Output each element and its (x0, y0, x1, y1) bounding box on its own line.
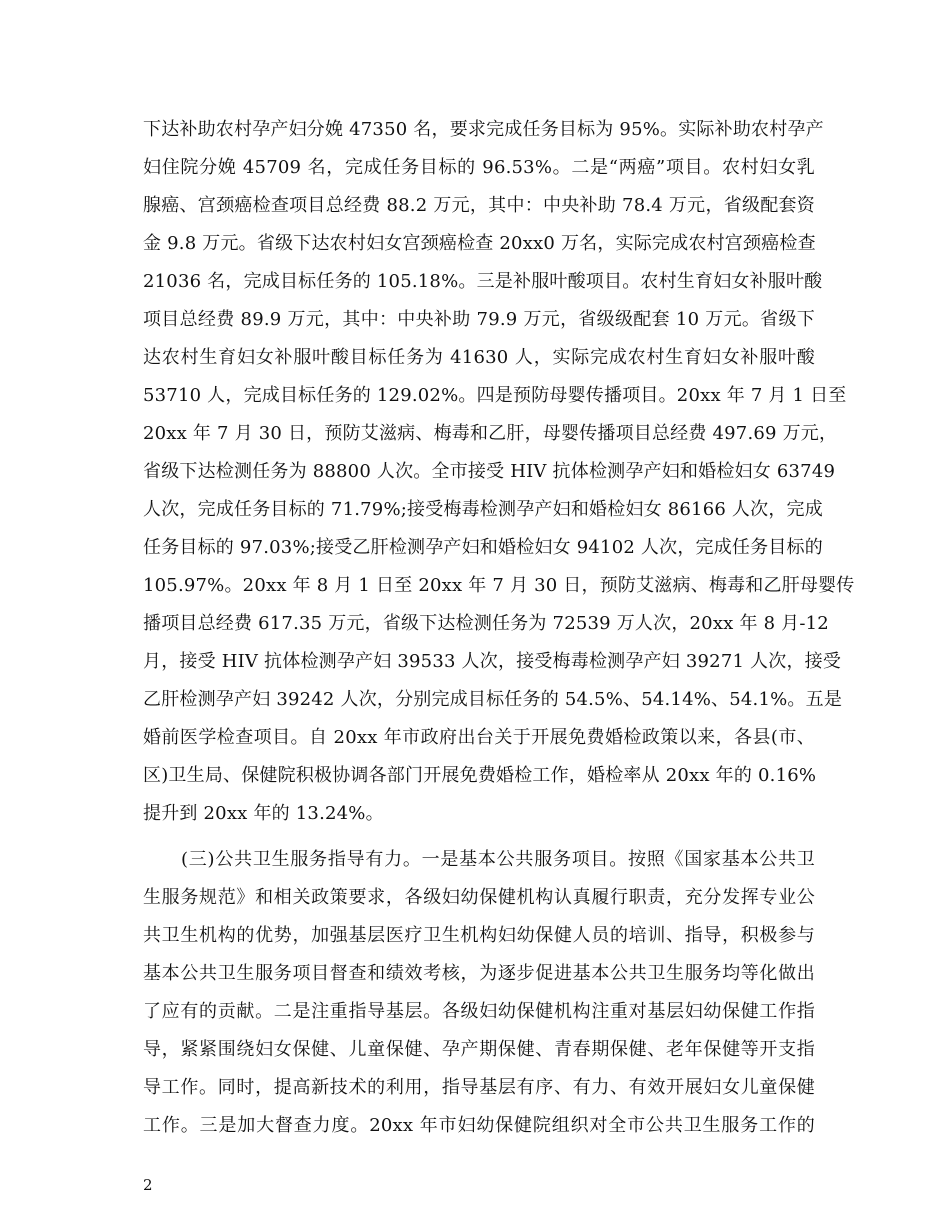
text-line: 播项目总经费 617.35 万元，省级下达检测任务为 72539 万人次，20xx 年 8 月-12 (143, 613, 829, 634)
text-line: 任务目标的 97.03%;接受乙肝检测孕产妇和婚检妇女 94102 人次，完成任务目标的 (143, 537, 823, 558)
text-line: 105.97%。20xx 年 8 月 1 日至 20xx 年 7 月 30 日，预防艾滋病、梅毒和乙肝母婴传 (143, 575, 855, 596)
text-line: 导工作。同时，提高新技术的利用，指导基层有序、有力、有效开展妇女儿童保健 (143, 1077, 815, 1098)
page-number: 2 (143, 1176, 153, 1194)
text-line: 了应有的贡献。二是注重指导基层。各级妇幼保健机构注重对基层妇幼保健工作指 (143, 1001, 815, 1022)
text-line: 金 9.8 万元。省级下达农村妇女宫颈癌检查 20xx0 万名，实际完成农村宫颈癌检查 (143, 233, 816, 254)
text-line: 月，接受 HIV 抗体检测孕产妇 39533 人次，接受梅毒检测孕产妇 39271 人次，接受 (143, 651, 842, 672)
text-line: 省级下达检测任务为 88800 人次。全市接受 HIV 抗体检测孕产妇和婚检妇女 63749 (143, 461, 836, 482)
text-line: 乙肝检测孕产妇 39242 人次，分别完成目标任务的 54.5%、54.14%、54.1%。五是 (143, 689, 843, 710)
text-line: 基本公共卫生服务项目督查和绩效考核，为逐步促进基本公共卫生服务均等化做出 (143, 963, 815, 984)
text-line: 20xx 年 7 月 30 日，预防艾滋病、梅毒和乙肝，母婴传播项目总经费 497.69 万元， (143, 423, 838, 444)
text-line: 项目总经费 89.9 万元，其中：中央补助 79.9 万元，省级级配套 10 万元。省级下 (143, 309, 815, 330)
text-line: 21036 名，完成目标任务的 105.18%。三是补服叶酸项目。农村生育妇女补服叶酸 (143, 271, 823, 292)
text-line: 提升到 20xx 年的 13.24%。 (143, 803, 384, 824)
paragraph-heading-line: (三)公共卫生服务指导有力。一是基本公共服务项目。按照《国家基本公共卫 (181, 849, 815, 870)
text-line: 区)卫生局、保健院积极协调各部门开展免费婚检工作，婚检率从 20xx 年的 0.16% (143, 765, 817, 786)
text-line: 共卫生机构的优势，加强基层医疗卫生机构妇幼保健人员的培训、指导，积极参与 (143, 925, 815, 946)
text-line: 腺癌、宫颈癌检查项目总经费 88.2 万元，其中：中央补助 78.4 万元，省级配套资 (143, 195, 815, 216)
text-line: 婚前医学检查项目。自 20xx 年市政府出台关于开展免费婚检政策以来，各县(市、 (143, 727, 815, 748)
text-line: 人次，完成任务目标的 71.79%;接受梅毒检测孕产妇和婚检妇女 86166 人次，完成 (143, 499, 823, 520)
text-line: 下达补助农村孕产妇分娩 47350 名，要求完成任务目标为 95%。实际补助农村孕产 (143, 119, 824, 140)
text-line: 生服务规范》和相关政策要求，各级妇幼保健机构认真履行职责，充分发挥专业公 (143, 887, 815, 908)
text-line: 53710 人，完成目标任务的 129.02%。四是预防母婴传播项目。20xx 年 7 月 1 日至 (143, 385, 847, 406)
text-line: 妇住院分娩 45709 名，完成任务目标的 96.53%。二是“两癌”项目。农村妇女乳 (143, 157, 815, 178)
text-line: 达农村生育妇女补服叶酸目标任务为 41630 人，实际完成农村生育妇女补服叶酸 (143, 347, 815, 368)
text-line: 工作。三是加大督查力度。20xx 年市妇幼保健院组织对全市公共卫生服务工作的 (143, 1115, 815, 1136)
text-line: 导，紧紧围绕妇女保健、儿童保健、孕产期保健、青春期保健、老年保健等开支指 (143, 1039, 815, 1060)
